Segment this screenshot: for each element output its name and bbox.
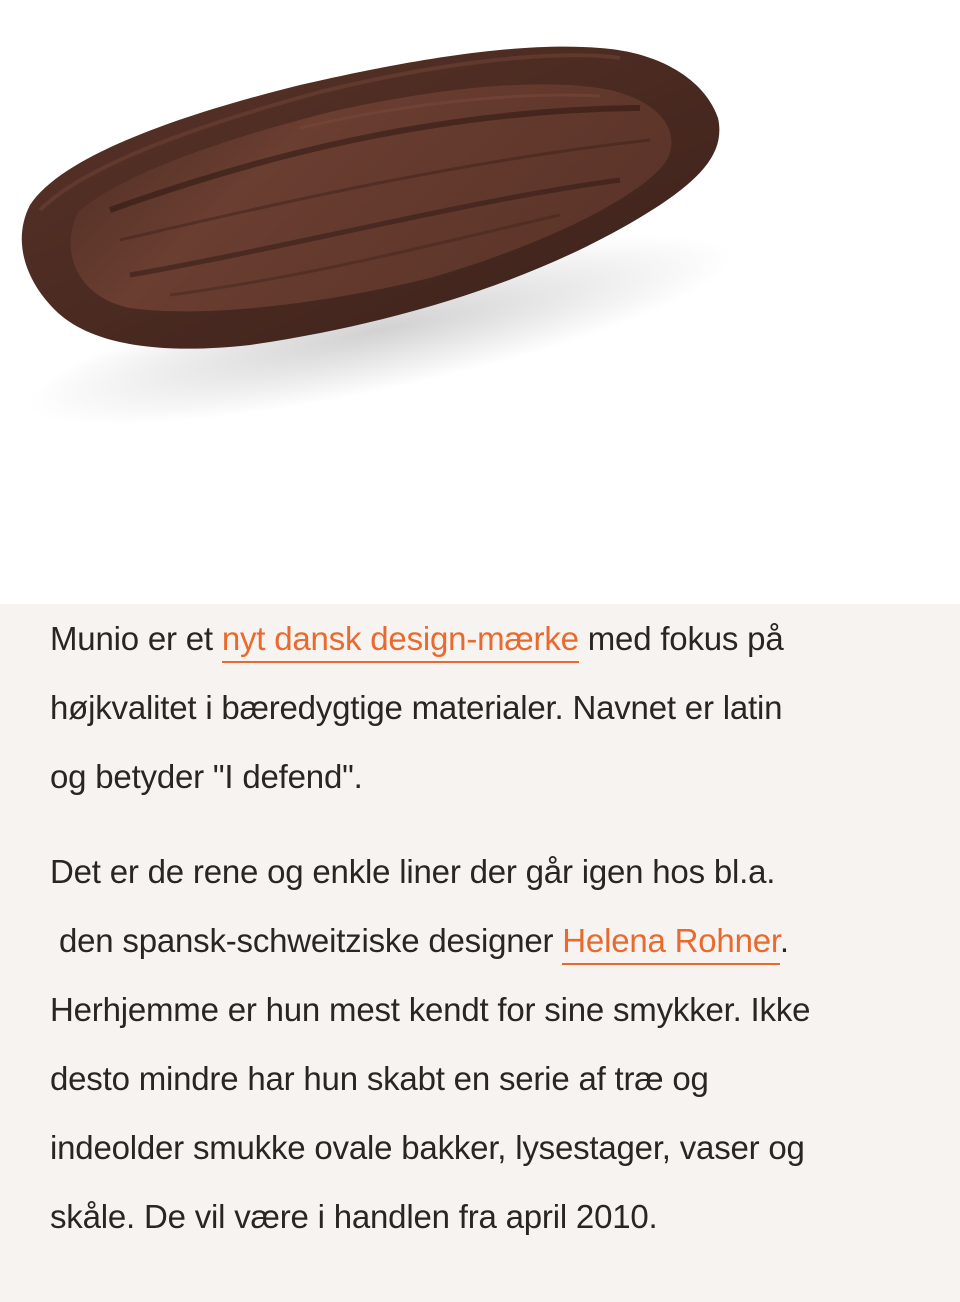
designer-paragraph <box>50 837 930 1251</box>
text-segment: Munio er et <box>50 620 222 657</box>
paragraph-line: skåle. De vil være i handlen fra april 2010. <box>50 1198 658 1235</box>
article-body <box>0 604 960 1302</box>
paragraph-line <box>50 906 930 975</box>
paragraph-line: desto mindre har hun skabt en serie af træ og <box>50 1060 709 1097</box>
paragraph-line: indeolder smukke ovale bakker, lysestager, vaser og <box>50 1129 805 1166</box>
paragraph-line <box>50 604 930 673</box>
paragraph-line: Det er de rene og enkle liner der går igen hos bl.a. <box>50 853 776 890</box>
text-segment: med fokus på <box>578 620 784 657</box>
design-brand-link[interactable]: nyt dansk design-mærke <box>222 620 579 663</box>
paragraph-line: Herhjemme er hun mest kendt for sine smykker. Ikke <box>50 991 811 1028</box>
paragraph-line: og betyder "I defend". <box>50 758 363 795</box>
paragraph-line: højkvalitet i bæredygtige materialer. Navnet er latin <box>50 689 783 726</box>
text-segment: . <box>779 922 789 959</box>
intro-paragraph <box>50 604 930 811</box>
product-image <box>0 0 960 604</box>
designer-link[interactable]: Helena Rohner <box>562 922 780 965</box>
wooden-tray-image <box>0 0 960 604</box>
text-segment: den spansk-schweitziske designer <box>50 922 563 959</box>
